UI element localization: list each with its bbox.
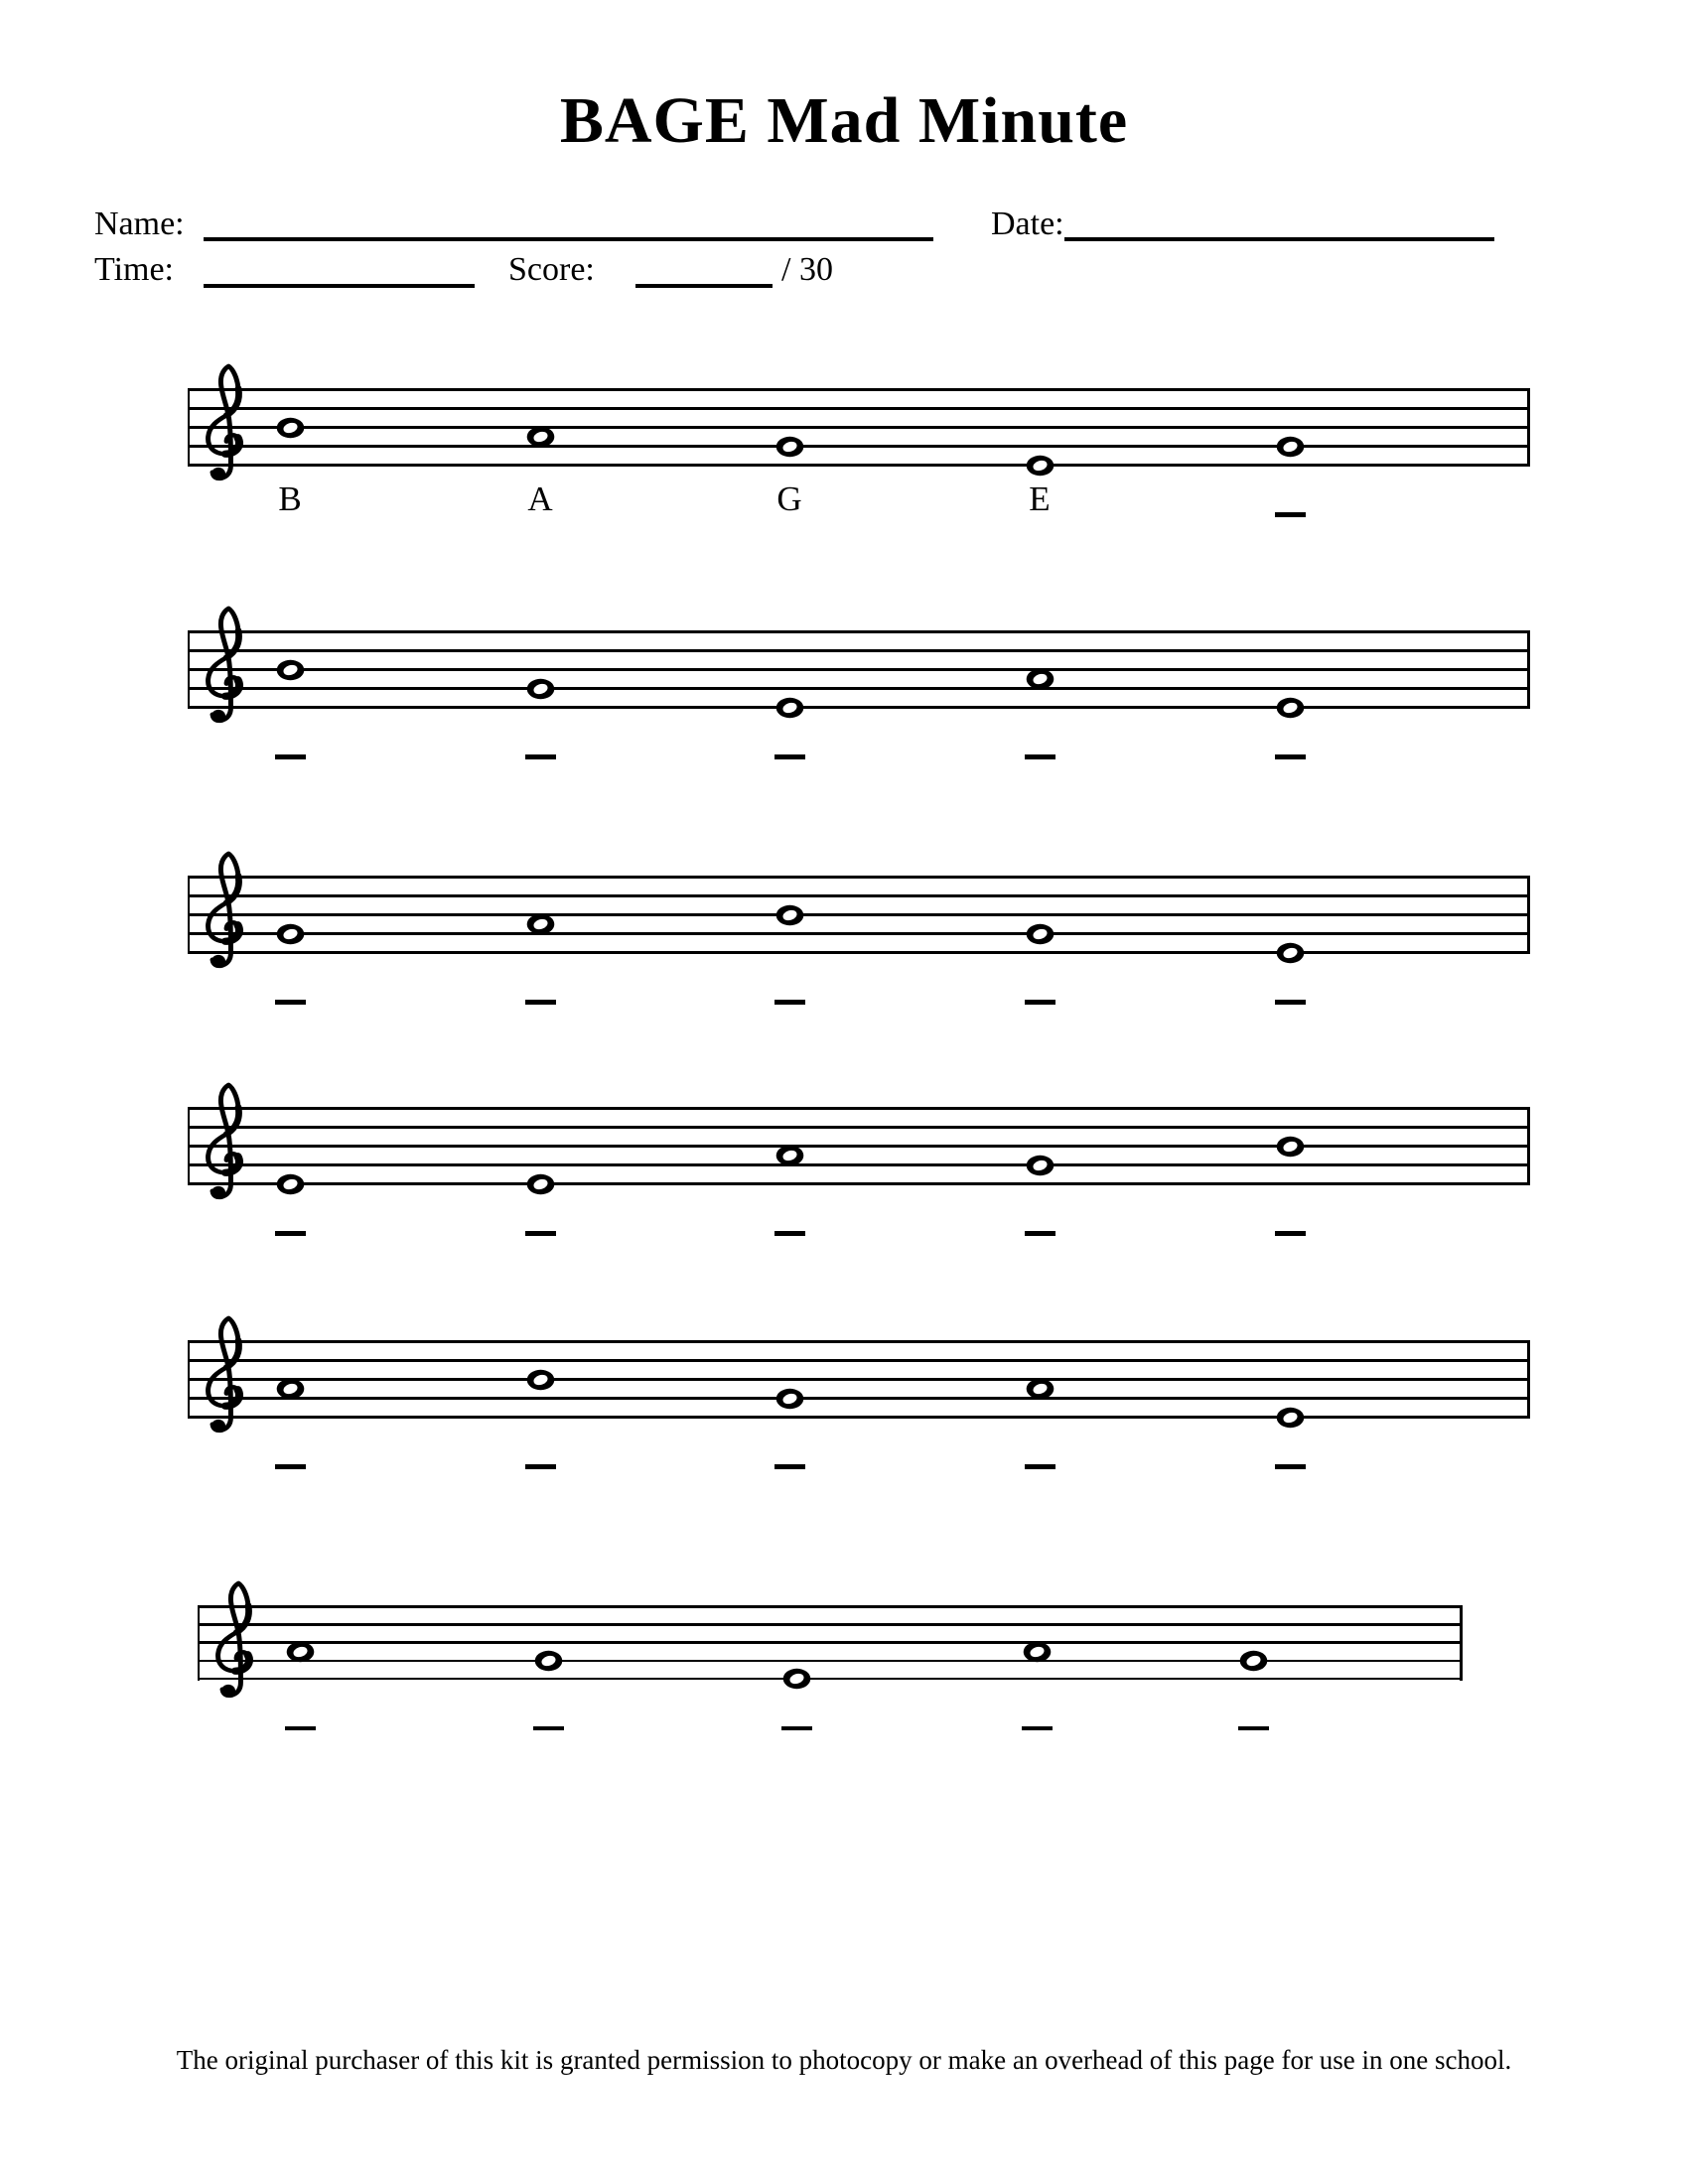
- staff-line: [188, 1145, 1530, 1148]
- staff: [198, 1605, 1463, 1681]
- treble-clef-icon: [200, 849, 251, 984]
- staff: [188, 876, 1530, 954]
- staff-line: [188, 913, 1530, 916]
- whole-note-G4: [1026, 923, 1055, 945]
- whole-note-B4: [775, 904, 804, 926]
- answer-blank: [275, 754, 306, 759]
- answer-blank: [1275, 1000, 1306, 1005]
- whole-note-A4: [1026, 668, 1055, 690]
- staff-line: [188, 687, 1530, 690]
- treble-clef-icon: [200, 361, 251, 496]
- treble-clef-icon: [200, 1313, 251, 1448]
- staff-line: [198, 1623, 1463, 1626]
- answer-blank: [1025, 1231, 1055, 1236]
- whole-note-G4: [1026, 1155, 1055, 1176]
- answer-blank: [525, 1000, 556, 1005]
- answer-blank: [1025, 1464, 1055, 1469]
- staff-line: [188, 951, 1530, 954]
- staff-line: [188, 388, 1530, 391]
- whole-note-G4: [775, 1388, 804, 1410]
- staff-line: [198, 1641, 1463, 1644]
- staff-line: [188, 1163, 1530, 1166]
- whole-note-B4: [276, 659, 305, 681]
- staff: [188, 388, 1530, 519]
- staff: [188, 1107, 1530, 1185]
- whole-note-G4: [276, 923, 305, 945]
- answer-blank: [285, 1726, 316, 1731]
- note-label: A: [527, 479, 553, 519]
- name-blank-line: [204, 237, 933, 241]
- staff-line: [188, 1397, 1530, 1400]
- whole-note-E4: [1276, 942, 1305, 964]
- whole-note-G4: [526, 678, 555, 700]
- note-label: B: [278, 479, 302, 519]
- answer-blank: [774, 1000, 805, 1005]
- answer-blank: [525, 1231, 556, 1236]
- page-title: BAGE Mad Minute: [559, 84, 1129, 157]
- whole-note-A4: [775, 1145, 804, 1166]
- staff-line: [188, 445, 1530, 448]
- answer-blank: [525, 754, 556, 759]
- whole-note-B4: [1276, 1136, 1305, 1158]
- whole-note-A4: [526, 913, 555, 935]
- whole-note-B4: [276, 417, 305, 439]
- answer-blank: [525, 1464, 556, 1469]
- whole-note-G4: [1239, 1650, 1268, 1672]
- name-label: Name:: [94, 205, 185, 242]
- time-label: Time:: [94, 251, 175, 288]
- treble-clef-icon: [200, 1080, 251, 1215]
- answer-blank: [275, 1000, 306, 1005]
- answer-blank: [1025, 754, 1055, 759]
- whole-note-G4: [534, 1650, 563, 1672]
- whole-note-E4: [276, 1173, 305, 1195]
- staff-line: [188, 1378, 1530, 1381]
- staff-line: [188, 894, 1530, 897]
- answer-blank: [1275, 754, 1306, 759]
- whole-note-E4: [1276, 697, 1305, 719]
- whole-note-A4: [286, 1641, 315, 1663]
- whole-note-A4: [526, 426, 555, 448]
- treble-clef-icon: [200, 604, 251, 739]
- score-blank-line: [635, 284, 773, 288]
- staff-line: [188, 426, 1530, 429]
- staff-line: [188, 649, 1530, 652]
- staff-line: [188, 932, 1530, 935]
- answer-blank: [1275, 1231, 1306, 1236]
- whole-note-A4: [1026, 1378, 1055, 1400]
- treble-clef-icon: [210, 1578, 261, 1713]
- answer-blank: [774, 754, 805, 759]
- staff-line: [188, 1182, 1530, 1185]
- staff-line: [198, 1605, 1463, 1608]
- staff: [188, 630, 1530, 709]
- staff-line: [198, 1678, 1463, 1681]
- staff-line: [188, 1126, 1530, 1129]
- staff-line: [188, 1107, 1530, 1110]
- whole-note-G4: [775, 436, 804, 458]
- note-label: E: [1029, 479, 1051, 519]
- staff-line: [198, 1660, 1463, 1663]
- staff: [188, 1340, 1530, 1419]
- whole-note-A4: [1023, 1641, 1052, 1663]
- answer-blank: [533, 1726, 564, 1731]
- answer-blank: [1238, 1726, 1269, 1731]
- whole-note-E4: [782, 1668, 811, 1690]
- whole-note-G4: [1276, 436, 1305, 458]
- staff-line: [188, 706, 1530, 709]
- staff-line: [188, 1340, 1530, 1343]
- score-label: Score:: [508, 251, 595, 288]
- answer-blank: [1022, 1726, 1053, 1731]
- copyright-note: The original purchaser of this kit is granted permission to photocopy or make an overhead of this page for use in one school.: [176, 2045, 1512, 2075]
- answer-blank: [275, 1231, 306, 1236]
- answer-blank: [781, 1726, 812, 1731]
- whole-note-E4: [526, 1173, 555, 1195]
- staff-line: [188, 1359, 1530, 1362]
- answer-blank: [1025, 1000, 1055, 1005]
- staff-line: [188, 630, 1530, 633]
- answer-blank: [275, 1464, 306, 1469]
- staff-line: [188, 464, 1530, 467]
- note-label: G: [776, 479, 802, 519]
- answer-blank: [774, 1231, 805, 1236]
- whole-note-E4: [1026, 455, 1055, 477]
- time-blank-line: [204, 284, 475, 288]
- whole-note-A4: [276, 1378, 305, 1400]
- date-label: Date:: [991, 205, 1064, 242]
- whole-note-E4: [775, 697, 804, 719]
- staff-line: [188, 876, 1530, 879]
- answer-blank: [774, 1464, 805, 1469]
- answer-blank: [1275, 1464, 1306, 1469]
- whole-note-E4: [1276, 1407, 1305, 1429]
- date-blank-line: [1064, 237, 1494, 241]
- score-total: / 30: [781, 251, 833, 288]
- whole-note-B4: [526, 1369, 555, 1391]
- staff-line: [188, 668, 1530, 671]
- answer-blank: [1275, 512, 1306, 517]
- staff-line: [188, 1416, 1530, 1419]
- staff-line: [188, 407, 1530, 410]
